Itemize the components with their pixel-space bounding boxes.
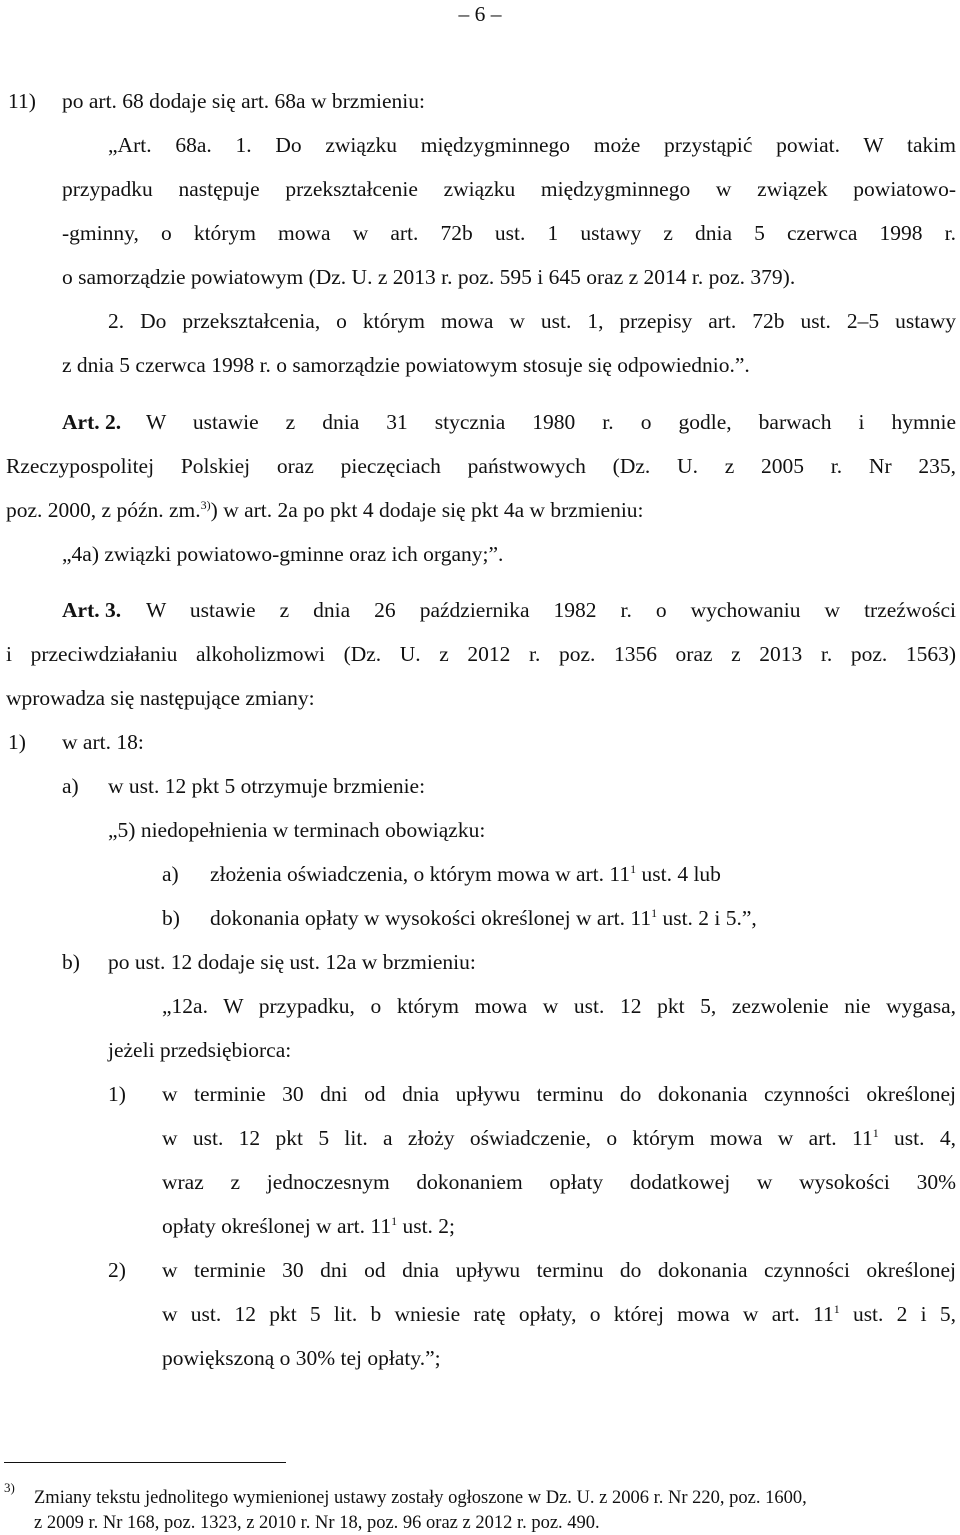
article-2-label: Art. 2. — [62, 410, 122, 434]
letter-a-marker: a) — [62, 774, 79, 798]
footnote-line-1: Zmiany tekstu jednolitego wymienionej ustawy zostały ogłoszone w Dz. U. z 2006 r. Nr 220, poz. 1600, — [34, 1488, 807, 1508]
quote-pkt-5: „5) niedopełnienia w terminach obowiązku: — [108, 818, 486, 842]
article-3-line-2: i przeciwdziałaniu alkoholizmowi (Dz. U. z 2012 r. poz. 1356 oraz z 2013 r. poz. 1563) — [6, 642, 956, 666]
article-2-line-3: poz. 2000, z późn. zm.$^{3)}$) w art. 2a po pkt 4 dodaje się pkt 4a w brzmieniu: — [6, 498, 644, 522]
art-68a-line-1: „Art. 68a. 1. Do związku międzygminnego może przystąpić powiat. W takim — [108, 133, 956, 157]
art-68a-line-2: przypadku następuje przekształcenie związku międzygminnego w związek powiatowo- — [62, 177, 956, 201]
item-11-intro: po art. 68 dodaje się art. 68a w brzmieniu: — [62, 89, 426, 113]
art-68a-line-5: 2. Do przekształcenia, o którym mowa w ust. 1, przepisy art. 72b ust. 2–5 ustawy — [108, 309, 956, 333]
item-11-marker: 11) — [8, 89, 36, 113]
condition-2-line-3: powiększoną o 30% tej opłaty.”; — [162, 1346, 441, 1370]
footnote-number: 3) — [4, 1480, 15, 1495]
condition-1-line-2: w ust. 12 pkt 5 lit. a złoży oświadczenie, o którym mowa w art. $11^1$ ust. 4, — [162, 1126, 956, 1150]
article-2-line-2: Rzeczypospolitej Polskiej oraz pieczęciach państwowych (Dz. U. z 2005 r. Nr 235, — [6, 454, 956, 478]
footnote-divider — [4, 1462, 286, 1463]
condition-1-line-4: opłaty określonej w art. $11^1$ ust. 2; — [162, 1214, 456, 1238]
condition-1-marker: 1) — [108, 1082, 126, 1106]
point-1-text: w art. 18: — [62, 730, 144, 754]
quote-b-text: dokonania opłaty w wysokości określonej w art. $11^1$ ust. 2 i 5.”, — [210, 906, 757, 930]
article-3-line-3: wprowadza się następujące zmiany: — [6, 686, 315, 710]
quote-a-marker: a) — [162, 862, 179, 886]
footnote-line-2: z 2009 r. Nr 168, poz. 1323, z 2010 r. Nr 18, poz. 96 oraz z 2012 r. poz. 490. — [34, 1513, 600, 1533]
page-number: – 6 – — [458, 2, 502, 26]
letter-a-text: w ust. 12 pkt 5 otrzymuje brzmienie: — [108, 774, 426, 798]
article-3-label: Art. 3. — [62, 598, 122, 622]
point-1-marker: 1) — [8, 730, 26, 754]
condition-2-marker: 2) — [108, 1258, 126, 1282]
footnote-ref-3[interactable]: 3) — [200, 498, 211, 512]
condition-2-line-1: w terminie 30 dni od dnia upływu terminu do dokonania czynności określonej — [162, 1258, 956, 1282]
quote-b-marker: b) — [162, 906, 180, 930]
condition-1-line-3: wraz z jednoczesnym dokonaniem opłaty dodatkowej w wysokości 30% — [162, 1170, 956, 1194]
letter-b-marker: b) — [62, 950, 80, 974]
condition-1-line-1: w terminie 30 dni od dnia upływu terminu do dokonania czynności określonej — [162, 1082, 956, 1106]
article-2-line-1: W ustawie z dnia 31 stycznia 1980 r. o godle, barwach i hymnie — [146, 410, 956, 434]
article-2-line-4: „4a) związki powiatowo-gminne oraz ich organy;”. — [62, 542, 504, 566]
article-3-line-1: W ustawie z dnia 26 października 1982 r. o wychowaniu w trzeźwości — [146, 598, 956, 622]
art-68a-line-3: -gminny, o którym mowa w art. 72b ust. 1 ustawy z dnia 5 czerwca 1998 r. — [62, 221, 956, 245]
art-68a-line-4: o samorządzie powiatowym (Dz. U. z 2013 r. poz. 595 i 645 oraz z 2014 r. poz. 379). — [62, 265, 796, 289]
art-68a-line-6: z dnia 5 czerwca 1998 r. o samorządzie powiatowym stosuje się odpowiednio.”. — [62, 353, 750, 377]
letter-b-text: po ust. 12 dodaje się ust. 12a w brzmieniu: — [108, 950, 476, 974]
quote-12a-line-1: „12a. W przypadku, o którym mowa w ust. 12 pkt 5, zezwolenie nie wygasa, — [162, 994, 956, 1018]
quote-12a-line-2: jeżeli przedsiębiorca: — [108, 1038, 292, 1062]
quote-a-text: złożenia oświadczenia, o którym mowa w art. $11^1$ ust. 4 lub — [210, 862, 721, 886]
condition-2-line-2: w ust. 12 pkt 5 lit. b wniesie ratę opłaty, o której mowa w art. $11^1$ ust. 2 i 5, — [162, 1302, 956, 1326]
